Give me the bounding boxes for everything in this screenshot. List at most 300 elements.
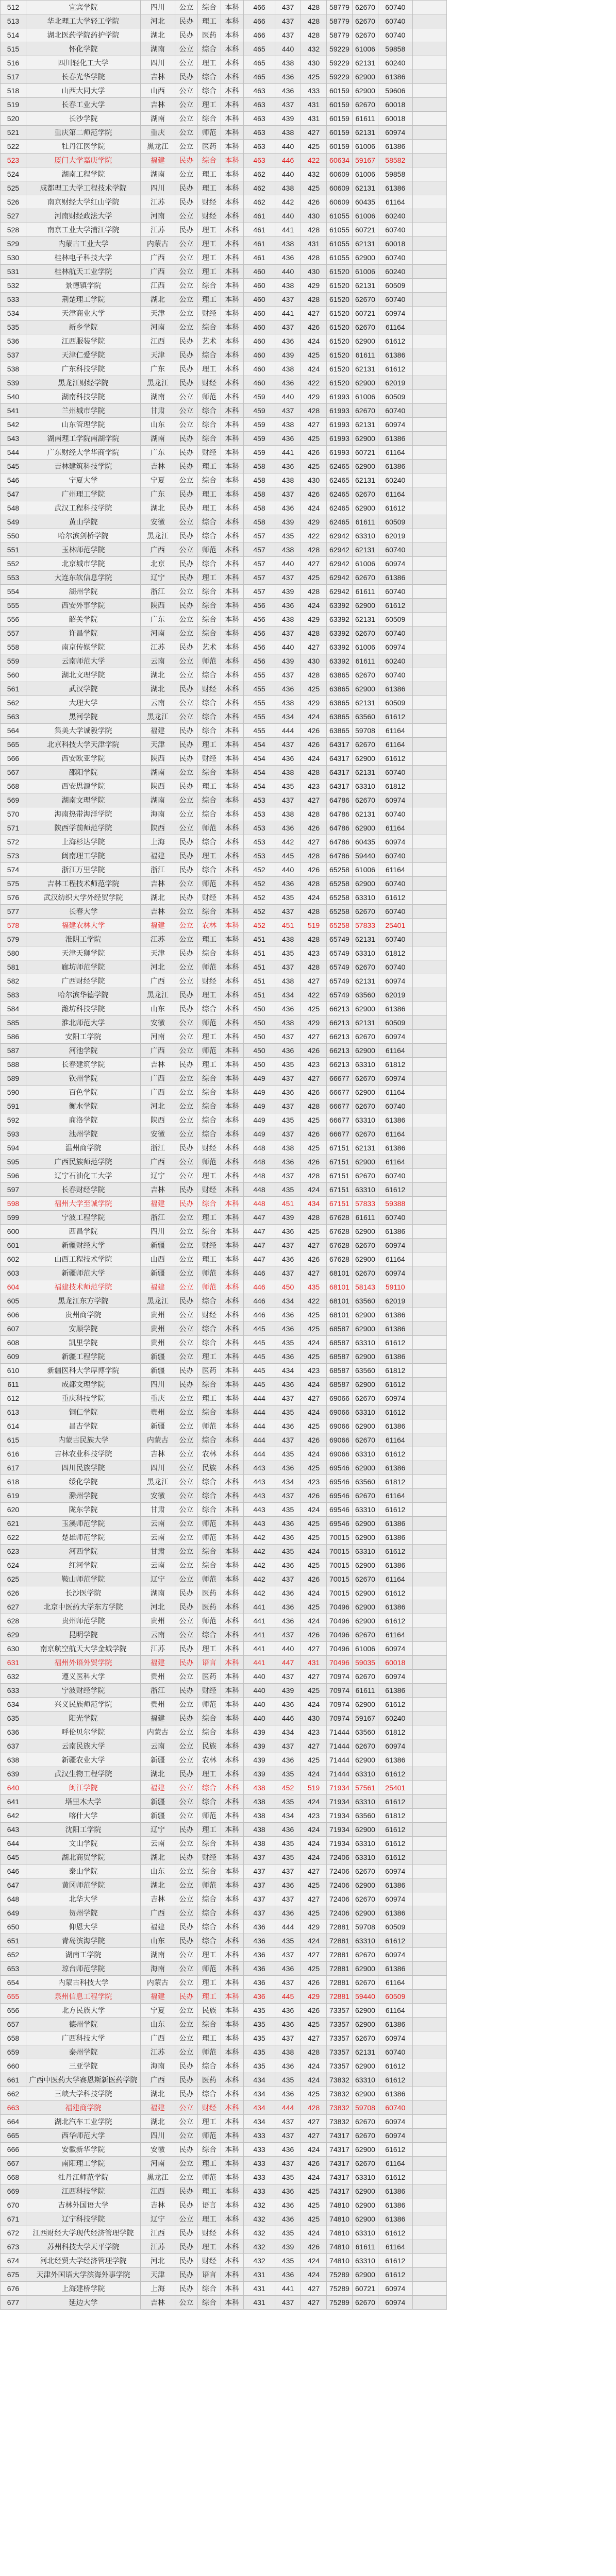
score-2-cell: 440	[275, 140, 301, 154]
rank-3-cell: 61386	[378, 2184, 412, 2198]
rank-1-cell: 72406	[327, 1865, 353, 1878]
score-2-cell: 437	[275, 2157, 301, 2171]
ownership-cell: 民办	[175, 2198, 197, 2212]
category-cell: 综合	[198, 1002, 221, 1016]
rank-3-cell: 60974	[378, 418, 412, 432]
rank-3-cell: 59110	[378, 1280, 412, 1294]
score-2-cell: 435	[275, 2073, 301, 2087]
rank-3-cell: 61812	[378, 779, 412, 793]
school-name-cell: 河池学院	[26, 1044, 140, 1058]
table-spacer-cell	[412, 2198, 447, 2212]
rank-3-cell: 61164	[378, 738, 412, 752]
score-3-cell: 425	[301, 1322, 327, 1336]
category-cell: 师范	[198, 1698, 221, 1711]
category-cell: 综合	[198, 2282, 221, 2296]
province-cell: 江苏	[141, 223, 175, 237]
category-cell: 理工	[198, 181, 221, 195]
ownership-cell: 公立	[175, 279, 197, 293]
score-1-cell: 436	[244, 1990, 275, 2004]
level-cell: 本科	[221, 404, 243, 418]
school-name-cell: 广西财经学院	[26, 974, 140, 988]
score-2-cell: 450	[275, 1280, 301, 1294]
score-3-cell: 428	[301, 543, 327, 557]
ownership-cell: 民办	[175, 557, 197, 571]
school-name-cell: 黄冈师范学院	[26, 1878, 140, 1892]
score-2-cell: 436	[275, 1044, 301, 1058]
table-row	[1, 1155, 616, 1169]
score-1-cell: 454	[244, 752, 275, 766]
province-cell: 湖南	[141, 1948, 175, 1962]
level-cell: 本科	[221, 195, 243, 209]
category-cell: 医药	[198, 140, 221, 154]
table-row	[1, 2101, 616, 2115]
level-cell: 本科	[221, 2240, 243, 2254]
table-row	[1, 42, 616, 56]
rank-3-cell: 60974	[378, 307, 412, 320]
school-name-cell: 重庆第二师范学院	[26, 126, 140, 140]
score-2-cell: 439	[275, 585, 301, 599]
rank-2-cell: 62131	[352, 974, 378, 988]
table-spacer-cell	[412, 1392, 447, 1405]
rank-2-cell: 62131	[352, 766, 378, 779]
score-2-cell: 438	[275, 1016, 301, 1030]
table-row	[1, 2059, 616, 2073]
rank-3-cell: 61812	[378, 946, 412, 960]
score-2-cell: 437	[275, 1865, 301, 1878]
rank-cell: 557	[1, 626, 26, 640]
table-spacer-cell	[412, 891, 447, 905]
score-3-cell: 424	[301, 1183, 327, 1197]
score-2-cell: 439	[275, 515, 301, 529]
school-name-cell: 楚雄师范学院	[26, 1531, 140, 1545]
table-spacer-cell	[412, 362, 447, 376]
score-1-cell: 450	[244, 1044, 275, 1058]
score-1-cell: 432	[244, 2254, 275, 2268]
rank-2-cell: 62900	[352, 1155, 378, 1169]
level-cell: 本科	[221, 1545, 243, 1558]
category-cell: 理工	[198, 1642, 221, 1656]
rank-cell: 565	[1, 738, 26, 752]
rank-2-cell: 62900	[352, 2198, 378, 2212]
rank-cell: 528	[1, 223, 26, 237]
table-row	[1, 1239, 616, 1252]
score-3-cell: 424	[301, 752, 327, 766]
rank-3-cell: 61386	[378, 1113, 412, 1127]
score-2-cell: 440	[275, 390, 301, 404]
score-2-cell: 435	[275, 1113, 301, 1127]
category-cell: 财经	[198, 209, 221, 223]
score-3-cell: 428	[301, 404, 327, 418]
rank-1-cell: 66677	[327, 1099, 353, 1113]
rank-3-cell: 61386	[378, 1531, 412, 1545]
level-cell: 本科	[221, 1155, 243, 1169]
ownership-cell: 公立	[175, 1405, 197, 1419]
rank-cell: 595	[1, 1155, 26, 1169]
school-name-cell: 华北理工大学轻工学院	[26, 14, 140, 28]
rank-cell: 641	[1, 1795, 26, 1809]
score-1-cell: 455	[244, 682, 275, 696]
score-2-cell: 436	[275, 1322, 301, 1336]
table-row	[1, 2087, 616, 2101]
level-cell: 本科	[221, 320, 243, 334]
category-cell: 综合	[198, 1892, 221, 1906]
province-cell: 广西	[141, 1044, 175, 1058]
level-cell: 本科	[221, 613, 243, 626]
level-cell: 本科	[221, 2198, 243, 2212]
rank-3-cell: 61386	[378, 2198, 412, 2212]
rank-2-cell: 62670	[352, 98, 378, 112]
rank-2-cell: 62131	[352, 473, 378, 487]
score-2-cell: 439	[275, 654, 301, 668]
level-cell: 本科	[221, 1600, 243, 1614]
rank-2-cell: 62131	[352, 237, 378, 251]
province-cell: 湖北	[141, 28, 175, 42]
rank-1-cell: 72881	[327, 1920, 353, 1934]
score-3-cell: 426	[301, 2157, 327, 2171]
table-row	[1, 1962, 616, 1976]
score-1-cell: 451	[244, 946, 275, 960]
rank-2-cell: 62670	[352, 1670, 378, 1684]
ownership-cell: 公立	[175, 1878, 197, 1892]
level-cell: 本科	[221, 460, 243, 473]
rank-cell: 599	[1, 1211, 26, 1225]
province-cell: 江苏	[141, 1642, 175, 1656]
ownership-cell: 公立	[175, 1044, 197, 1058]
score-2-cell: 436	[275, 1086, 301, 1099]
rank-2-cell: 62670	[352, 2115, 378, 2129]
table-spacer-cell	[412, 1489, 447, 1503]
score-2-cell: 437	[275, 2031, 301, 2045]
table-spacer-cell	[412, 98, 447, 112]
category-cell: 师范	[198, 1155, 221, 1169]
score-2-cell: 438	[275, 181, 301, 195]
ownership-cell: 公立	[175, 390, 197, 404]
score-2-cell: 438	[275, 933, 301, 946]
category-cell: 综合	[198, 1711, 221, 1725]
rank-cell: 636	[1, 1725, 26, 1739]
rank-2-cell: 62670	[352, 293, 378, 307]
score-2-cell: 438	[275, 237, 301, 251]
table-spacer-cell	[412, 1141, 447, 1155]
category-cell: 综合	[198, 1, 221, 14]
category-cell: 理工	[198, 293, 221, 307]
province-cell: 贵州	[141, 1405, 175, 1419]
rank-2-cell: 62900	[352, 1586, 378, 1600]
category-cell: 理工	[198, 738, 221, 752]
rank-cell: 571	[1, 821, 26, 835]
score-2-cell: 445	[275, 1990, 301, 2004]
table-row	[1, 2184, 616, 2198]
rank-1-cell: 61520	[327, 334, 353, 348]
rank-cell: 527	[1, 209, 26, 223]
score-1-cell: 456	[244, 613, 275, 626]
score-1-cell: 460	[244, 307, 275, 320]
score-2-cell: 437	[275, 571, 301, 585]
ownership-cell: 民办	[175, 891, 197, 905]
province-cell: 江苏	[141, 2045, 175, 2059]
table-spacer-cell	[412, 640, 447, 654]
rank-3-cell: 60974	[378, 835, 412, 849]
school-name-cell: 湖北商贸学院	[26, 1851, 140, 1865]
score-3-cell: 427	[301, 2296, 327, 2310]
province-cell: 四川	[141, 1, 175, 14]
rank-3-cell: 60974	[378, 1948, 412, 1962]
province-cell: 天津	[141, 348, 175, 362]
rank-cell: 559	[1, 654, 26, 668]
level-cell: 本科	[221, 2212, 243, 2226]
score-3-cell: 424	[301, 2254, 327, 2268]
rank-3-cell: 61164	[378, 1433, 412, 1447]
rank-3-cell: 60740	[378, 293, 412, 307]
score-1-cell: 466	[244, 1, 275, 14]
score-2-cell: 436	[275, 2018, 301, 2031]
rank-1-cell: 58779	[327, 28, 353, 42]
province-cell: 新疆	[141, 1350, 175, 1364]
province-cell: 广东	[141, 446, 175, 460]
table-row	[1, 1781, 616, 1795]
category-cell: 综合	[198, 1072, 221, 1086]
category-cell: 理工	[198, 1169, 221, 1183]
rank-3-cell: 60740	[378, 905, 412, 919]
score-1-cell: 448	[244, 1183, 275, 1197]
rank-2-cell: 59708	[352, 724, 378, 738]
level-cell: 本科	[221, 1684, 243, 1698]
ownership-cell: 公立	[175, 98, 197, 112]
table-spacer-cell	[412, 626, 447, 640]
table-spacer-cell	[412, 1503, 447, 1517]
rank-3-cell: 61612	[378, 334, 412, 348]
province-cell: 宁夏	[141, 473, 175, 487]
rank-cell: 535	[1, 320, 26, 334]
province-cell: 贵州	[141, 1336, 175, 1350]
rank-2-cell: 62670	[352, 28, 378, 42]
ownership-cell: 公立	[175, 1698, 197, 1711]
table-row	[1, 126, 616, 140]
province-cell: 福建	[141, 1990, 175, 2004]
rank-3-cell: 60740	[378, 807, 412, 821]
ownership-cell: 民办	[175, 432, 197, 446]
table-spacer-cell	[412, 543, 447, 557]
category-cell: 医药	[198, 28, 221, 42]
rank-1-cell: 61993	[327, 390, 353, 404]
rank-3-cell: 61812	[378, 1725, 412, 1739]
province-cell: 陕西	[141, 1113, 175, 1127]
score-3-cell: 426	[301, 2240, 327, 2254]
score-1-cell: 442	[244, 1586, 275, 1600]
table-row	[1, 2004, 616, 2018]
table-row	[1, 1072, 616, 1086]
rank-3-cell: 60974	[378, 1266, 412, 1280]
score-1-cell: 440	[244, 1698, 275, 1711]
school-name-cell: 牡丹江医学院	[26, 140, 140, 154]
rank-cell: 633	[1, 1684, 26, 1698]
score-1-cell: 461	[244, 209, 275, 223]
table-spacer-cell	[412, 1127, 447, 1141]
rank-3-cell: 60509	[378, 696, 412, 710]
score-1-cell: 460	[244, 320, 275, 334]
rank-2-cell: 61611	[352, 515, 378, 529]
rank-cell: 572	[1, 835, 26, 849]
province-cell: 河南	[141, 2157, 175, 2171]
school-name-cell: 仰恩大学	[26, 1920, 140, 1934]
province-cell: 河北	[141, 1600, 175, 1614]
province-cell: 黑龙江	[141, 2171, 175, 2184]
ownership-cell: 民办	[175, 1990, 197, 2004]
rank-1-cell: 73357	[327, 2059, 353, 2073]
table-spacer-cell	[412, 1433, 447, 1447]
level-cell: 本科	[221, 2045, 243, 2059]
ownership-cell: 民办	[175, 682, 197, 696]
rank-2-cell: 61006	[352, 557, 378, 571]
rank-2-cell: 62670	[352, 1030, 378, 1044]
rank-2-cell: 63560	[352, 1294, 378, 1308]
province-cell: 福建	[141, 919, 175, 933]
level-cell: 本科	[221, 1336, 243, 1350]
rank-3-cell: 61612	[378, 1545, 412, 1558]
level-cell: 本科	[221, 1795, 243, 1809]
table-row	[1, 334, 616, 348]
province-cell: 天津	[141, 2268, 175, 2282]
rank-2-cell: 62670	[352, 487, 378, 501]
score-2-cell: 452	[275, 1781, 301, 1795]
ownership-cell: 民办	[175, 2087, 197, 2101]
category-cell: 师范	[198, 390, 221, 404]
table-row	[1, 376, 616, 390]
score-2-cell: 437	[275, 905, 301, 919]
score-2-cell: 436	[275, 2087, 301, 2101]
score-2-cell: 437	[275, 1976, 301, 1990]
score-1-cell: 453	[244, 821, 275, 835]
table-row	[1, 779, 616, 793]
rank-2-cell: 63310	[352, 1795, 378, 1809]
rank-1-cell: 60609	[327, 167, 353, 181]
level-cell: 本科	[221, 779, 243, 793]
level-cell: 本科	[221, 1141, 243, 1155]
rank-1-cell: 68587	[327, 1350, 353, 1364]
rank-cell: 541	[1, 404, 26, 418]
score-2-cell: 435	[275, 1795, 301, 1809]
school-name-cell: 红河学院	[26, 1558, 140, 1572]
rank-2-cell: 62900	[352, 1419, 378, 1433]
school-name-cell: 陇东学院	[26, 1503, 140, 1517]
rank-3-cell: 60740	[378, 1, 412, 14]
rank-2-cell: 62131	[352, 613, 378, 626]
level-cell: 本科	[221, 557, 243, 571]
category-cell: 理工	[198, 223, 221, 237]
rank-1-cell: 69546	[327, 1517, 353, 1531]
rank-2-cell: 62670	[352, 1239, 378, 1252]
score-1-cell: 446	[244, 1294, 275, 1308]
rank-3-cell: 61386	[378, 2018, 412, 2031]
province-cell: 内蒙古	[141, 1725, 175, 1739]
score-1-cell: 465	[244, 70, 275, 84]
score-1-cell: 466	[244, 14, 275, 28]
table-spacer-cell	[412, 237, 447, 251]
table-spacer-cell	[412, 1572, 447, 1586]
category-cell: 综合	[198, 1433, 221, 1447]
score-3-cell: 425	[301, 1350, 327, 1364]
score-3-cell: 428	[301, 1211, 327, 1225]
ownership-cell: 民办	[175, 2254, 197, 2268]
school-name-cell: 新疆农业大学	[26, 1753, 140, 1767]
score-2-cell: 436	[275, 1419, 301, 1433]
rank-cell: 607	[1, 1322, 26, 1336]
table-row	[1, 70, 616, 84]
school-name-cell: 泰州学院	[26, 2045, 140, 2059]
rank-2-cell: 59167	[352, 1711, 378, 1725]
category-cell: 财经	[198, 195, 221, 209]
rank-3-cell: 61386	[378, 181, 412, 195]
province-cell: 海南	[141, 1962, 175, 1976]
table-spacer-cell	[412, 1113, 447, 1127]
level-cell: 本科	[221, 1405, 243, 1419]
ownership-cell: 公立	[175, 2296, 197, 2310]
province-cell: 云南	[141, 1837, 175, 1851]
school-name-cell: 鞍山师范学院	[26, 1572, 140, 1586]
level-cell: 本科	[221, 2171, 243, 2184]
score-1-cell: 458	[244, 460, 275, 473]
province-cell: 江苏	[141, 933, 175, 946]
rank-cell: 533	[1, 293, 26, 307]
rank-2-cell: 62900	[352, 70, 378, 84]
score-1-cell: 439	[244, 1725, 275, 1739]
ownership-cell: 公立	[175, 1447, 197, 1461]
table-spacer-cell	[412, 710, 447, 724]
score-2-cell: 436	[275, 821, 301, 835]
rank-cell: 602	[1, 1252, 26, 1266]
score-3-cell: 424	[301, 2171, 327, 2184]
score-1-cell: 431	[244, 2282, 275, 2296]
score-3-cell: 427	[301, 1030, 327, 1044]
province-cell: 福建	[141, 1280, 175, 1294]
province-cell: 上海	[141, 835, 175, 849]
category-cell: 综合	[198, 1405, 221, 1419]
level-cell: 本科	[221, 1127, 243, 1141]
rank-3-cell: 60509	[378, 515, 412, 529]
table-row	[1, 793, 616, 807]
rank-cell: 666	[1, 2143, 26, 2157]
score-1-cell: 439	[244, 1753, 275, 1767]
score-3-cell: 424	[301, 1851, 327, 1865]
score-3-cell: 427	[301, 2031, 327, 2045]
school-name-cell: 天津商业大学	[26, 307, 140, 320]
score-3-cell: 425	[301, 1419, 327, 1433]
rank-1-cell: 73832	[327, 2115, 353, 2129]
rank-2-cell: 62900	[352, 376, 378, 390]
rank-cell: 664	[1, 2115, 26, 2129]
rank-1-cell: 65749	[327, 974, 353, 988]
ownership-cell: 公立	[175, 1, 197, 14]
table-spacer-cell	[412, 2296, 447, 2310]
rank-3-cell: 62019	[378, 988, 412, 1002]
rank-1-cell: 61520	[327, 376, 353, 390]
table-spacer-cell	[412, 2171, 447, 2184]
level-cell: 本科	[221, 863, 243, 877]
table-spacer-cell	[412, 1976, 447, 1990]
school-name-cell: 琼台师范学院	[26, 1962, 140, 1976]
province-cell: 广西	[141, 265, 175, 279]
category-cell: 综合	[198, 1336, 221, 1350]
school-name-cell: 黑河学院	[26, 710, 140, 724]
rank-3-cell: 61164	[378, 320, 412, 334]
level-cell: 本科	[221, 1225, 243, 1239]
table-row	[1, 766, 616, 779]
rank-1-cell: 61993	[327, 432, 353, 446]
ownership-cell: 公立	[175, 626, 197, 640]
rank-3-cell: 60974	[378, 793, 412, 807]
rank-2-cell: 63310	[352, 1405, 378, 1419]
score-1-cell: 448	[244, 1169, 275, 1183]
